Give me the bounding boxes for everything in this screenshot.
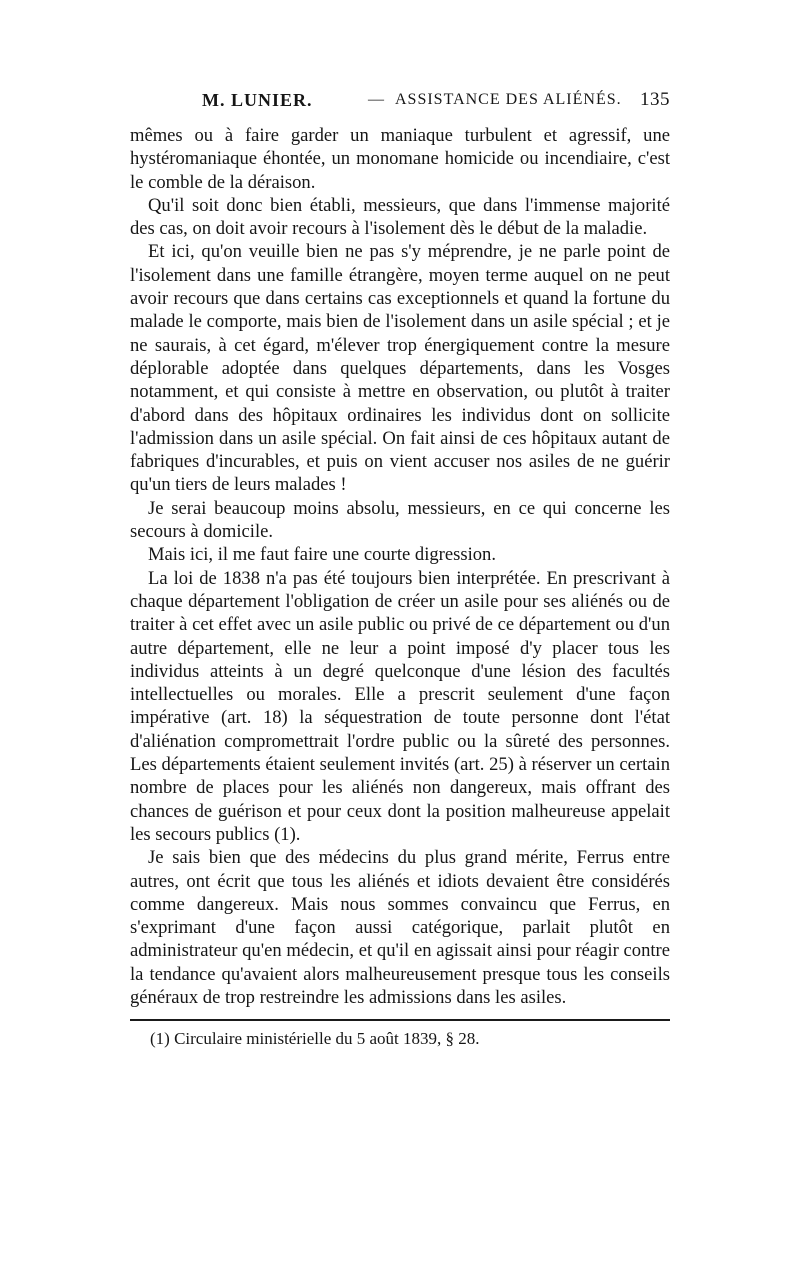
book-page xyxy=(130,88,670,1049)
running-head xyxy=(130,88,670,114)
running-head-title xyxy=(368,91,622,109)
paragraph: Je serai beaucoup moins absolu, messieurs, en ce qui concerne les secours à domicile. xyxy=(130,497,670,543)
footnote: (1) Circulaire ministérielle du 5 août 1839, § 28. xyxy=(150,1029,480,1049)
running-head-author: M. LUNIER. xyxy=(202,90,313,110)
paragraph: mêmes ou à faire garder un maniaque turbulent et agressif, une hystéromaniaque éhontée, un monomane homicide ou incendiaire, c'est le comble de la déraison. xyxy=(130,125,670,193)
footnote-rule xyxy=(130,1019,670,1021)
running-head-separator: — xyxy=(368,91,385,108)
page-number: 135 xyxy=(640,89,670,110)
paragraph: Je sais bien que des médecins du plus grand mérite, Ferrus entre autres, ont écrit que tous les aliénés et idiots devaient être considérés comme dangereux. Mais nous sommes convaincu que Ferrus, en s'exprimant d'une façon aussi catégorique, parlait plutôt en administrateur qu'en médecin, et qu'il en agissait ainsi pour réagir contre la tendance qu'avaient alors malheureusement presque tous les conseils généraux de trop restreindre les admissions dans les asiles. xyxy=(130,847,670,1008)
paragraph: Et ici, qu'on veuille bien ne pas s'y méprendre, je ne parle point de l'isolement dans une famille étrangère, moyen terme auquel on ne peut avoir recours que dans certains cas exceptionnels et quand la fortune du malade le comporte, mais bien de l'isolement dans un asile spécial ; et je ne saurais, à cet égard, m'élever trop énergiquement contre la mesure déplorable adoptée dans quelques départements, dans les Vosges notamment, et qui consiste à mettre en observation, ou plutôt à traiter d'abord dans des hôpitaux ordinaires les individus dont on sollicite l'admission dans un asile spécial. On fait ainsi de ces hôpitaux autant de fabriques d'incurables, et puis on vient accuser nos asiles de ne guérir qu'un tiers de leurs malades ! xyxy=(130,241,670,496)
body-text xyxy=(130,124,670,1009)
paragraph: La loi de 1838 n'a pas été toujours bien interprétée. En prescrivant à chaque département l'obligation de créer un asile pour ses aliénés ou de traiter à cet effet avec un asile public ou privé de ce département ou d'un autre département, elle ne leur a point imposé d'y placer tous les individus atteints à un degré quelconque d'une lésion des facultés intellectuelles ou morales. Elle a prescrit seulement d'une façon impérative (art. 18) la séquestration de toute personne dont l'état d'aliénation compromettrait l'ordre public ou la sûreté des personnes. Les départements étaient seulement invités (art. 25) à réserver un certain nombre de places pour les aliénés non dangereux, mais offrant des chances de guérison et pour ceux dont la position malheureuse appelait les secours publics (1). xyxy=(130,567,670,845)
running-head-title-text: ASSISTANCE DES ALIÉNÉS. xyxy=(395,91,622,108)
paragraph: Qu'il soit donc bien établi, messieurs, que dans l'immense majorité des cas, on doit avoir recours à l'isolement dès le début de la maladie. xyxy=(130,194,670,240)
paragraph: Mais ici, il me faut faire une courte digression. xyxy=(148,544,497,566)
